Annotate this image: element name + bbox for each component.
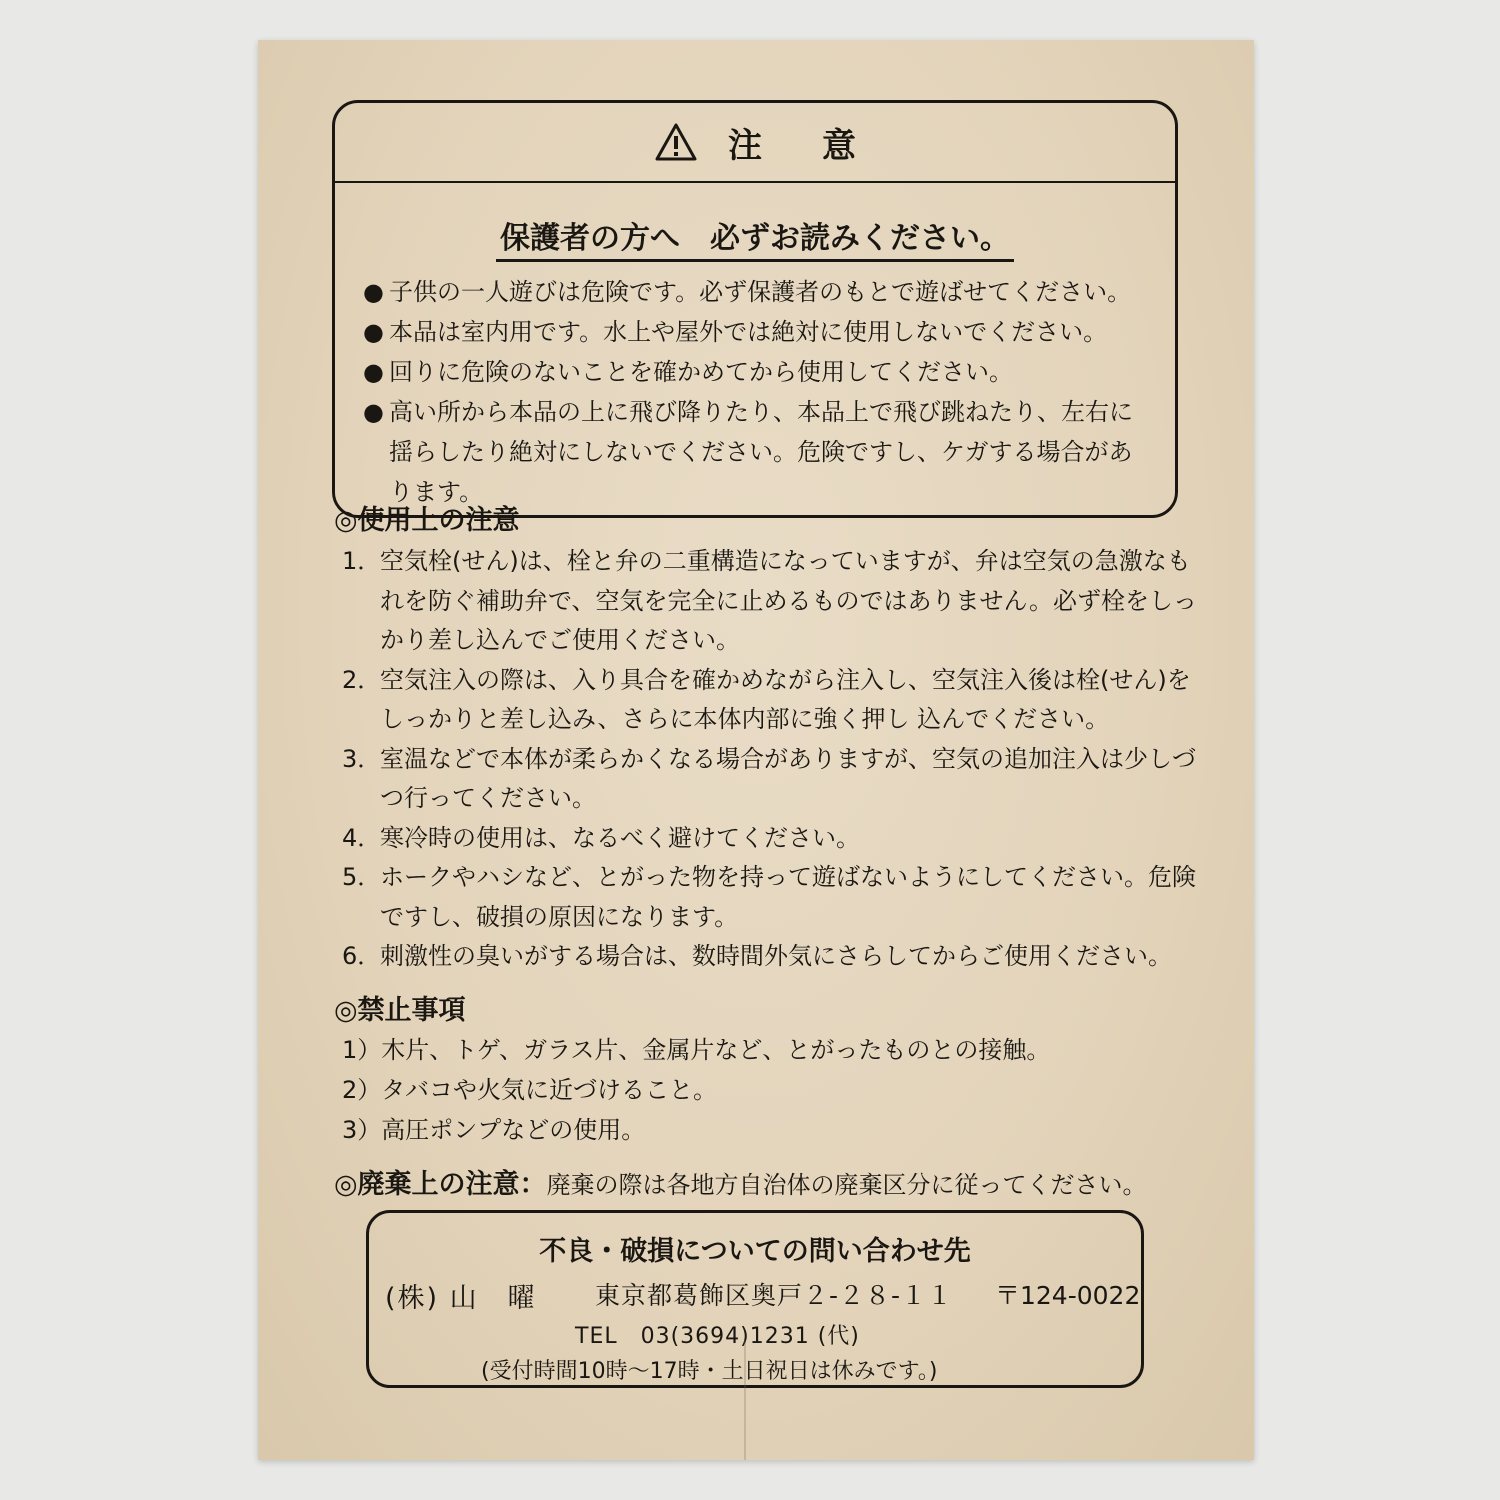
company-name: (株) 山 曜 <box>385 1283 537 1314</box>
warning-bullet: ● 回りに危険のないことを確かめてから使用してください。 <box>363 358 1013 386</box>
prohibited-item: 2）タバコや火気に近づけること。 <box>342 1076 718 1104</box>
warning-triangle-icon <box>654 122 698 162</box>
contact-hours: (受付時間10時～17時・土日祝日は休みです。) <box>481 1359 938 1384</box>
disposal-label: ◎廃棄上の注意： <box>334 1169 547 1200</box>
contact-heading: 不良・破損についての問い合わせ先 <box>539 1236 971 1267</box>
usage-list <box>342 542 1202 977</box>
usage-item: 1． 空気栓(せん)は、栓と弁の二重構造になっていますが、弁は空気の急激なもれを防ぐ補助弁で、空気を完全に止めるものではありません。必ず栓をしっかり差し込んでご使用ください。 <box>342 547 1197 654</box>
warning-title-char-1: 注 <box>728 125 762 166</box>
company-address: 東京都葛飾区奥戸２-２８-１１ <box>595 1281 954 1310</box>
prohibited-list <box>342 1030 1202 1150</box>
disposal-note <box>334 1162 1147 1201</box>
prohibited-item: 3）高圧ポンプなどの使用。 <box>342 1116 646 1144</box>
warning-header <box>335 103 1175 183</box>
usage-item: 2． 空気注入の際は、入り具合を確かめながら注入し、空気注入後は栓(せん)をしっかりと差し込み、さらに本体内部に強く押し 込んでください。 <box>342 665 1191 733</box>
company-postal-code: 〒124-0022 <box>995 1281 1141 1310</box>
warning-box <box>332 100 1178 518</box>
contact-tel: TEL 03(3694)1231 (代) <box>575 1324 860 1349</box>
usage-item: 3． 室温などで本体が柔らかくなる場合がありますが、空気の追加注入は少しづつ行ってください。 <box>342 744 1196 812</box>
usage-item: 5． ホークやハシなど、とがった物を持って遊ばないようにしてください。危険ですし、破損の原因になります。 <box>342 863 1196 931</box>
usage-item: 6． 刺激性の臭いがする場合は、数時間外気にさらしてからご使用ください。 <box>342 942 1172 970</box>
prohibited-heading: ◎禁止事項 <box>334 995 466 1026</box>
usage-heading: ◎使用上の注意 <box>334 505 520 536</box>
disposal-text: 廃棄の際は各地方自治体の廃棄区分に従ってください。 <box>546 1171 1147 1199</box>
contact-box <box>366 1210 1144 1388</box>
warning-bullet: ● 子供の一人遊びは危険です。必ず保護者のもとで遊ばせてください。 <box>363 278 1132 306</box>
warning-bullet: ● 本品は室内用です。水上や屋外では絶対に使用しないでください。 <box>363 318 1108 346</box>
instruction-sheet <box>258 40 1254 1460</box>
prohibited-item: 1）木片、トゲ、ガラス片、金属片など、とがったものとの接触。 <box>342 1036 1051 1064</box>
warning-bullet: ● 高い所から本品の上に飛び降りたり、本品上で飛び跳ねたり、左右に揺らしたり絶対にしないでください。危険ですし、ケガする場合があります。 <box>363 398 1133 506</box>
warning-bullets <box>335 272 1175 512</box>
warning-title-char-2: 意 <box>822 125 856 166</box>
contact-company-row <box>369 1276 1141 1315</box>
usage-item: 4． 寒冷時の使用は、なるべく避けてください。 <box>342 823 860 852</box>
guardian-heading: 保護者の方へ 必ずお読みください。 <box>335 213 1175 262</box>
